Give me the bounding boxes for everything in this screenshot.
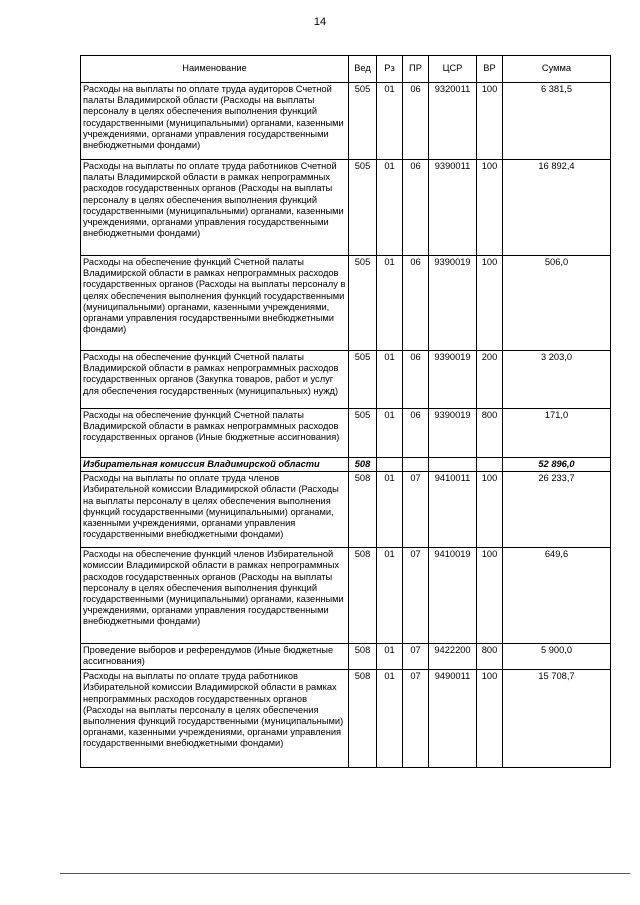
row-sum: 506,0 [503, 256, 611, 351]
section-csr [429, 458, 477, 472]
row-vr: 100 [477, 160, 503, 256]
row-pr: 07 [403, 644, 429, 670]
row-name: Расходы на выплаты по оплате труда работников Счетной палаты Владимирской области в рамках непрограммных расходов государственных органов (Расходы на выплаты персоналу в целях обеспечения выполнения функций государственными (муниципальными) органами, казенными учреждениями, органами управления государственными внебюджетными фондами) [81, 160, 349, 256]
row-sum: 5 900,0 [503, 644, 611, 670]
row-name: Расходы на выплаты по оплате труда аудиторов Счетной палаты Владимирской области (Расходы на выплаты персоналу в целях обеспечения выполнения функций государственными (муниципальными) органами, казенными учреждениями, органами управления государственными внебюджетными фондами) [81, 83, 349, 160]
section-rz [377, 458, 403, 472]
row-name: Расходы на обеспечение функций членов Избирательной комиссии Владимирской области в рамках непрограммных расходов государственных органов (Расходы на выплаты персоналу в целях обеспечения выполнения функций государственными (муниципальными) органами, казенными учреждениями, органами управления государственными внебюджетными фондами) [81, 548, 349, 644]
row-name: Проведение выборов и референдумов (Иные бюджетные ассигнования) [81, 644, 349, 670]
row-csr: 9490011 [429, 670, 477, 768]
table-row [81, 256, 611, 351]
row-rz: 01 [377, 351, 403, 409]
page-number: 14 [313, 16, 327, 28]
row-csr: 9320011 [429, 83, 477, 160]
row-vr: 100 [477, 83, 503, 160]
section-name: Избирательная комиссия Владимирской области [81, 458, 349, 472]
table-section-row [81, 458, 611, 472]
row-csr: 9410019 [429, 548, 477, 644]
row-pr: 06 [403, 351, 429, 409]
table-row [81, 409, 611, 458]
header-csr: ЦСР [429, 56, 477, 83]
row-name: Расходы на выплаты по оплате труда работников Избирательной комиссии Владимирской области в рамках непрограммных расходов государственных органов (Расходы на выплаты персоналу в целях обеспечения выполнения функций государственными (муниципальными) органами, казенными учреждениями, органами управления государственными внебюджетными фондами) [81, 670, 349, 768]
section-ved: 508 [349, 458, 377, 472]
section-vr [477, 458, 503, 472]
row-vr: 100 [477, 472, 503, 548]
row-vr: 200 [477, 351, 503, 409]
row-rz: 01 [377, 409, 403, 458]
row-ved: 508 [349, 472, 377, 548]
row-rz: 01 [377, 256, 403, 351]
table-row [81, 644, 611, 670]
row-sum: 15 708,7 [503, 670, 611, 768]
header-ved: Вед [349, 56, 377, 83]
row-csr: 9422200 [429, 644, 477, 670]
section-pr [403, 458, 429, 472]
header-sum: Сумма [503, 56, 611, 83]
row-rz: 01 [377, 160, 403, 256]
row-rz: 01 [377, 644, 403, 670]
table-row [81, 670, 611, 768]
row-ved: 508 [349, 548, 377, 644]
page-bottom-rule [60, 873, 630, 874]
row-csr: 9390019 [429, 256, 477, 351]
row-name: Расходы на обеспечение функций Счетной палаты Владимирской области в рамках непрограммных расходов государственных органов (Иные бюджетные ассигнования) [81, 409, 349, 458]
row-sum: 16 892,4 [503, 160, 611, 256]
row-ved: 508 [349, 644, 377, 670]
row-pr: 06 [403, 160, 429, 256]
row-csr: 9390011 [429, 160, 477, 256]
row-name: Расходы на обеспечение функций Счетной палаты Владимирской области в рамках непрограммных расходов государственных органов (Расходы на выплаты персоналу в целях обеспечения выполнения функций государственными (муниципальными) органами, казенными учреждениями, органами управления государственными внебюджетными фондами) [81, 256, 349, 351]
row-name: Расходы на выплаты по оплате труда членов Избирательной комиссии Владимирской области (Расходы на выплаты персоналу в целях обеспечения выполнения функций государственными (муниципальными) органами, казенными учреждениями, органами управления государственными внебюджетными фондами) [81, 472, 349, 548]
row-pr: 07 [403, 548, 429, 644]
row-rz: 01 [377, 83, 403, 160]
row-name: Расходы на обеспечение функций Счетной палаты Владимирской области в рамках непрограммных расходов государственных органов (Закупка товаров, работ и услуг для обеспечения государственных (муниципальных) нужд) [81, 351, 349, 409]
row-vr: 100 [477, 548, 503, 644]
header-rz: Рз [377, 56, 403, 83]
row-ved: 508 [349, 670, 377, 768]
table-row [81, 548, 611, 644]
row-sum: 6 381,5 [503, 83, 611, 160]
row-pr: 06 [403, 409, 429, 458]
row-pr: 07 [403, 670, 429, 768]
section-sum: 52 896,0 [503, 458, 611, 472]
row-sum: 649,6 [503, 548, 611, 644]
row-ved: 505 [349, 83, 377, 160]
row-vr: 800 [477, 409, 503, 458]
row-vr: 800 [477, 644, 503, 670]
row-csr: 9390019 [429, 351, 477, 409]
row-sum: 171,0 [503, 409, 611, 458]
row-pr: 06 [403, 256, 429, 351]
row-rz: 01 [377, 548, 403, 644]
row-sum: 3 203,0 [503, 351, 611, 409]
row-pr: 06 [403, 83, 429, 160]
row-rz: 01 [377, 472, 403, 548]
row-rz: 01 [377, 670, 403, 768]
row-ved: 505 [349, 351, 377, 409]
budget-table [80, 55, 611, 768]
row-pr: 07 [403, 472, 429, 548]
row-csr: 9390019 [429, 409, 477, 458]
header-name: Наименование [81, 56, 349, 83]
row-sum: 26 233,7 [503, 472, 611, 548]
table-row [81, 472, 611, 548]
row-ved: 505 [349, 256, 377, 351]
table-row [81, 160, 611, 256]
row-ved: 505 [349, 160, 377, 256]
table-header-row [81, 56, 611, 83]
row-vr: 100 [477, 670, 503, 768]
table-row [81, 351, 611, 409]
table-row [81, 83, 611, 160]
header-pr: ПР [403, 56, 429, 83]
row-vr: 100 [477, 256, 503, 351]
row-csr: 9410011 [429, 472, 477, 548]
header-vr: ВР [477, 56, 503, 83]
row-ved: 505 [349, 409, 377, 458]
